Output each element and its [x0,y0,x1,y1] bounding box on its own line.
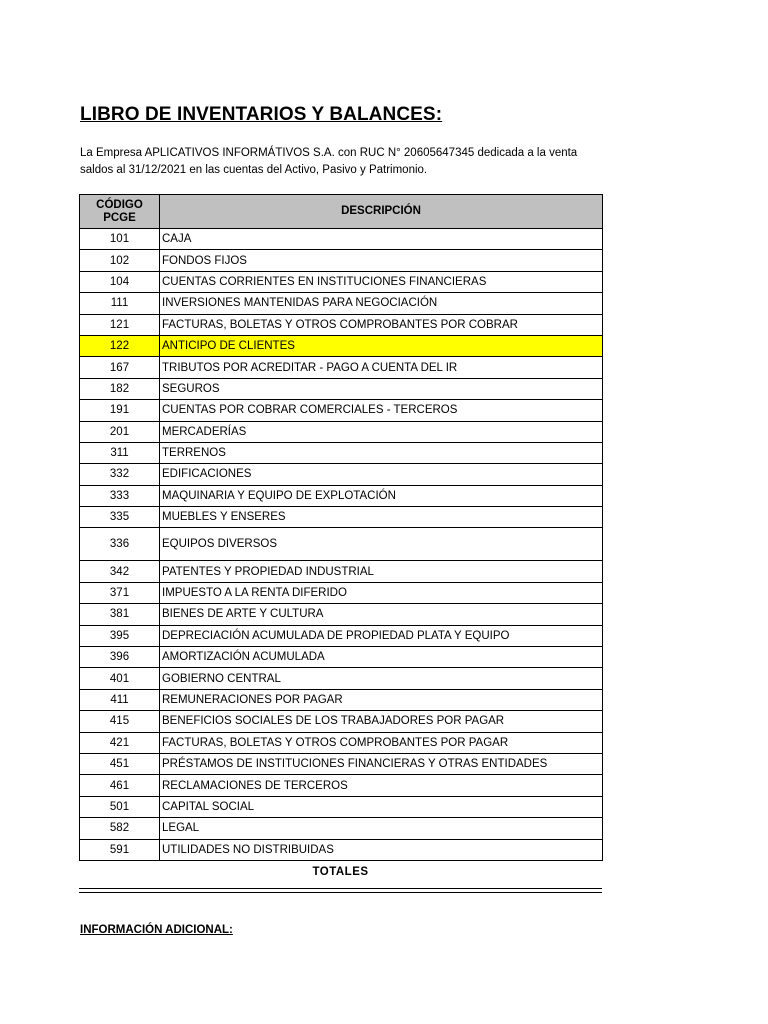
table-row [80,442,603,463]
account-code-cell: 401 [80,668,160,689]
account-code-cell: 582 [80,818,160,839]
code-header-line-2: PCGE [103,211,136,224]
account-description-cell: MUEBLES Y ENSERES [160,507,603,528]
table-row [80,711,603,732]
account-description-cell: LEGAL [160,818,603,839]
account-description-cell: CUENTAS POR COBRAR COMERCIALES - TERCEROS [160,400,603,421]
account-description-cell: FONDOS FIJOS [160,250,603,271]
account-code-cell: 201 [80,421,160,442]
totals-double-rule [79,888,602,893]
account-description-cell: INVERSIONES MANTENIDAS PARA NEGOCIACIÓN [160,293,603,314]
account-code-cell: 395 [80,625,160,646]
table-row [80,528,603,561]
account-code-cell: 451 [80,753,160,774]
account-code-cell: 104 [80,271,160,292]
table-row [80,818,603,839]
table-row [80,796,603,817]
account-code-cell: 121 [80,314,160,335]
account-description-cell: GOBIERNO CENTRAL [160,668,603,689]
account-code-cell: 182 [80,378,160,399]
account-description-cell: RECLAMACIONES DE TERCEROS [160,775,603,796]
table-row [80,250,603,271]
account-code-cell: 102 [80,250,160,271]
account-description-cell: MAQUINARIA Y EQUIPO DE EXPLOTACIÓN [160,485,603,506]
account-description-cell: DEPRECIACIÓN ACUMULADA DE PROPIEDAD PLATA Y EQUIPO [160,625,603,646]
intro-line-2: saldos al 31/12/2021 en las cuentas del Activo, Pasivo y Patrimonio. [80,164,428,176]
account-code-cell: 111 [80,293,160,314]
account-description-cell: BENEFICIOS SOCIALES DE LOS TRABAJADORES POR PAGAR [160,711,603,732]
account-code-cell: 371 [80,582,160,603]
table-row [80,647,603,668]
account-code-cell: 311 [80,442,160,463]
account-code-cell: 501 [80,796,160,817]
account-code-cell: 335 [80,507,160,528]
account-code-cell: 167 [80,357,160,378]
table-row [80,839,603,860]
account-code-cell: 122 [80,335,160,356]
account-description-cell: UTILIDADES NO DISTRIBUIDAS [160,839,603,860]
table-row [80,689,603,710]
code-header-line-1: CÓDIGO [96,198,143,211]
table-row [80,293,603,314]
table-row [80,357,603,378]
account-description-cell: CAJA [160,229,603,250]
account-code-cell: 396 [80,647,160,668]
table-row [80,400,603,421]
totals-label: TOTALES [312,866,369,878]
account-description-cell: TERRENOS [160,442,603,463]
table-row [80,753,603,774]
account-description-cell: FACTURAS, BOLETAS Y OTROS COMPROBANTES POR COBRAR [160,314,603,335]
table-row [80,625,603,646]
account-code-cell: 336 [80,528,160,561]
accounts-table [79,194,603,861]
account-code-cell: 411 [80,689,160,710]
account-description-cell: TRIBUTOS POR ACREDITAR - PAGO A CUENTA DEL IR [160,357,603,378]
table-row [80,229,603,250]
table-row [80,582,603,603]
account-description-cell: REMUNERACIONES POR PAGAR [160,689,603,710]
account-code-cell: 101 [80,229,160,250]
description-column-header: DESCRIPCIÓN [160,195,603,229]
table-row [80,668,603,689]
account-code-cell: 381 [80,604,160,625]
account-code-cell: 461 [80,775,160,796]
page-title: LIBRO DE INVENTARIOS Y BALANCES: [80,104,443,125]
account-description-cell: EDIFICACIONES [160,464,603,485]
table-row [80,271,603,292]
intro-line-1: La Empresa APLICATIVOS INFORMÁTIVOS S.A. con RUC N° 20605647345 dedicada a la venta [80,147,578,159]
table-row [80,421,603,442]
table-row [80,335,603,356]
account-code-cell: 591 [80,839,160,860]
additional-info-heading: INFORMACIÓN ADICIONAL: [80,924,233,936]
table-row [80,775,603,796]
table-row [80,732,603,753]
account-description-cell: PRÉSTAMOS DE INSTITUCIONES FINANCIERAS Y OTRAS ENTIDADES [160,753,603,774]
table-row [80,561,603,582]
account-description-cell: CUENTAS CORRIENTES EN INSTITUCIONES FINANCIERAS [160,271,603,292]
account-code-cell: 333 [80,485,160,506]
account-description-cell: PATENTES Y PROPIEDAD INDUSTRIAL [160,561,603,582]
table-row [80,604,603,625]
account-description-cell: IMPUESTO A LA RENTA DIFERIDO [160,582,603,603]
table-row [80,485,603,506]
account-description-cell: BIENES DE ARTE Y CULTURA [160,604,603,625]
table-row [80,464,603,485]
account-description-cell: FACTURAS, BOLETAS Y OTROS COMPROBANTES POR PAGAR [160,732,603,753]
account-code-cell: 415 [80,711,160,732]
table-header-row [80,195,603,229]
table-row [80,507,603,528]
account-code-cell: 421 [80,732,160,753]
account-description-cell: ANTICIPO DE CLIENTES [160,335,603,356]
account-code-cell: 191 [80,400,160,421]
intro-paragraph [80,145,768,179]
account-description-cell: SEGUROS [160,378,603,399]
table-body [80,229,603,861]
table-row [80,314,603,335]
account-description-cell: EQUIPOS DIVERSOS [160,528,603,561]
code-column-header [80,195,160,229]
account-description-cell: MERCADERÍAS [160,421,603,442]
account-description-cell: CAPITAL SOCIAL [160,796,603,817]
table-row [80,378,603,399]
account-code-cell: 342 [80,561,160,582]
account-code-cell: 332 [80,464,160,485]
account-description-cell: AMORTIZACIÓN ACUMULADA [160,647,603,668]
